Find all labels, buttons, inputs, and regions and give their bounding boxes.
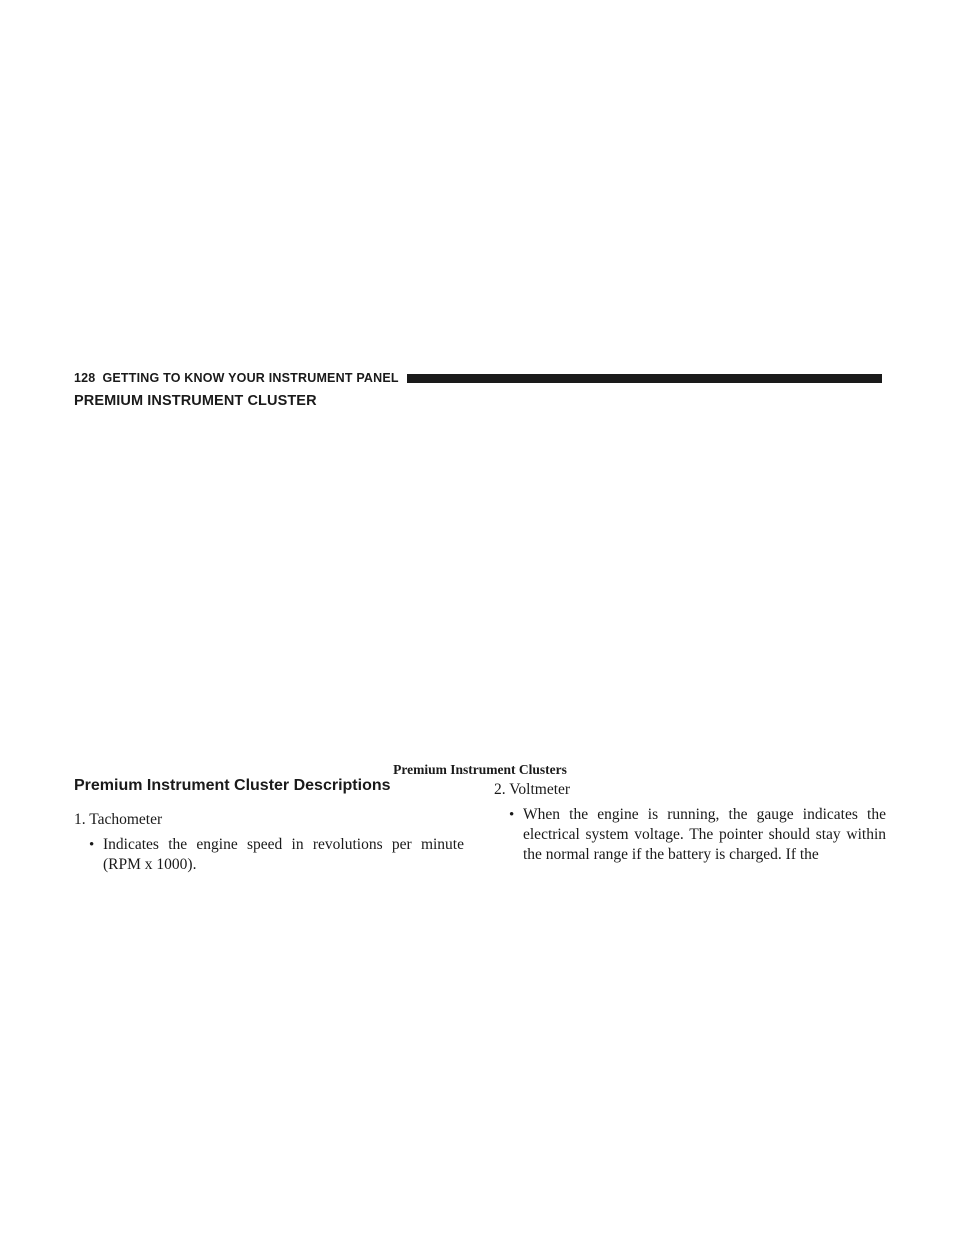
description-item-voltmeter — [494, 780, 886, 865]
bullet-item — [89, 835, 464, 875]
header-rule — [407, 374, 882, 383]
section-title: PREMIUM INSTRUMENT CLUSTER — [74, 393, 317, 409]
bullet-item — [509, 805, 886, 865]
bullet-text: When the engine is running, the gauge indicates the electrical system voltage. The pointer should stay within the normal range if the battery is charged. If the — [523, 806, 886, 863]
bullet-text: Indicates the engine speed in revolutions per minute (RPM x 1000). — [103, 836, 464, 873]
running-head: GETTING TO KNOW YOUR INSTRUMENT PANEL — [102, 371, 399, 385]
item-label: 1. Tachometer — [74, 811, 163, 828]
page-number: 128 — [74, 371, 96, 385]
page-header — [74, 369, 886, 387]
item-label: 2. Voltmeter — [494, 781, 571, 798]
descriptions-heading: Premium Instrument Cluster Descriptions — [74, 777, 391, 794]
figure-caption: Premium Instrument Clusters — [393, 762, 567, 777]
bullet-icon: • — [89, 837, 95, 853]
description-item-tachometer — [74, 810, 464, 875]
figure-placeholder — [74, 420, 886, 760]
bullet-icon: • — [509, 807, 515, 823]
